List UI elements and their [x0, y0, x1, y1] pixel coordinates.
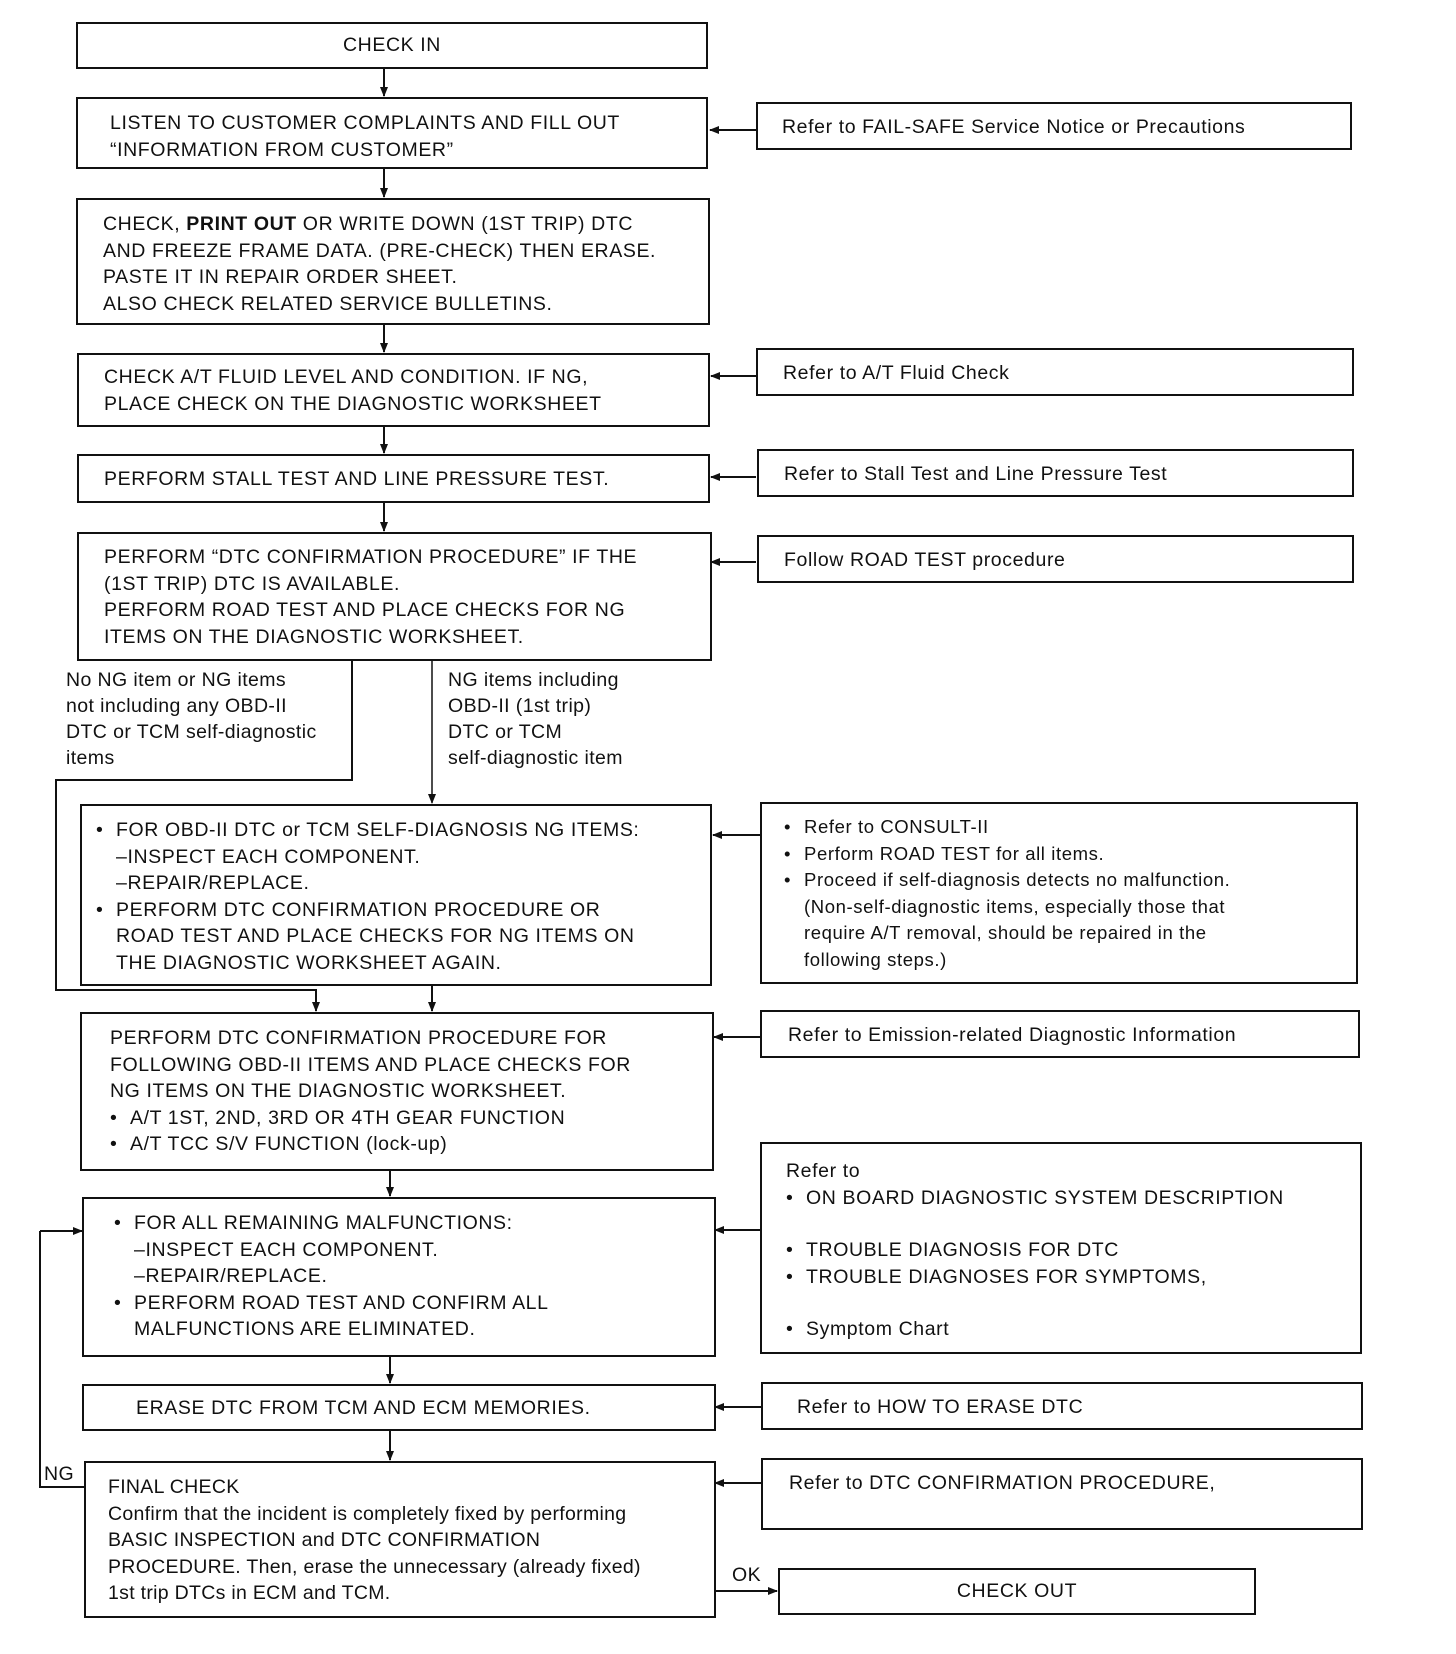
diagnostics-ref-head: Refer to [786, 1160, 861, 1182]
dtc-confirm-line-4: ITEMS ON THE DIAGNOSTIC WORKSHEET. [104, 625, 524, 648]
check-in-label: CHECK IN [343, 34, 441, 57]
final-check-title: FINAL CHECK [108, 1476, 240, 1498]
emission-reference-text: Refer to Emission-related Diagnostic Information [788, 1024, 1237, 1046]
final-check-line-3: PROCEDURE. Then, erase the unnecessary (already fixed) [108, 1555, 641, 1578]
final-check-line-1: Confirm that the incident is completely fixed by performing [108, 1502, 627, 1525]
failsafe-reference-box [756, 102, 1352, 150]
fluid-reference-text: Refer to A/T Fluid Check [783, 362, 1010, 384]
stall-test-box [77, 454, 710, 503]
failsafe-reference-text: Refer to FAIL-SAFE Service Notice or Precautions [782, 116, 1246, 138]
listen-complaints-box [76, 97, 708, 169]
remaining-malfunctions-box [82, 1197, 716, 1357]
print-out-bold: PRINT OUT [186, 213, 297, 235]
obd-ng-items-box [80, 804, 712, 986]
remaining-sub-1: –INSPECT EACH COMPONENT. [134, 1238, 439, 1261]
branch-left-line-4: items [66, 747, 115, 769]
dtc-confirmation-box [77, 532, 712, 661]
fluid-reference-box [756, 348, 1354, 396]
print-out-line-2: AND FREEZE FRAME DATA. (PRE-CHECK) THEN ERASE. [103, 239, 657, 262]
print-out-dtc-box [76, 198, 710, 325]
dtc-following-line-1: PERFORM DTC CONFIRMATION PROCEDURE FOR [110, 1027, 607, 1049]
check-in-box [76, 22, 708, 69]
dtc-following-line-3: NG ITEMS ON THE DIAGNOSTIC WORKSHEET. [110, 1080, 567, 1102]
diagnostics-ref-spacer-1 [786, 1211, 1360, 1237]
print-out-line-3: PASTE IT IN REPAIR ORDER SHEET. [103, 266, 458, 288]
final-check-line-2: BASIC INSPECTION and DTC CONFIRMATION [108, 1529, 541, 1551]
erase-reference-box [761, 1382, 1363, 1430]
consult-bullet-3-line-3: require A/T removal, should be repaired in the [804, 922, 1207, 943]
road-test-reference-text: Follow ROAD TEST procedure [784, 549, 1066, 571]
branch-right-line-2: OBD-II (1st trip) [448, 695, 592, 717]
branch-label-ng-items [448, 667, 623, 771]
dtc-confirm-line-1: PERFORM “DTC CONFIRMATION PROCEDURE” IF THE [104, 546, 638, 568]
final-reference-box [761, 1458, 1363, 1530]
dtc-following-bullet-1: • A/T 1ST, 2ND, 3RD OR 4TH GEAR FUNCTION [110, 1105, 712, 1132]
print-out-line-1-post: OR WRITE DOWN (1ST TRIP) DTC [296, 213, 634, 235]
diagnostics-ref-bullet-2: • TROUBLE DIAGNOSIS FOR DTC [786, 1237, 1360, 1264]
diagnostics-ref-bullet-3: • TROUBLE DIAGNOSES FOR SYMPTOMS, [786, 1264, 1360, 1291]
obd-bullet-2-line-3: THE DIAGNOSTIC WORKSHEET AGAIN. [116, 951, 502, 974]
remaining-sub-2: –REPAIR/REPLACE. [134, 1265, 328, 1287]
branch-left-line-2: not including any OBD-II [66, 695, 287, 717]
stall-reference-text: Refer to Stall Test and Line Pressure Test [784, 463, 1168, 485]
stall-reference-box [757, 449, 1354, 497]
erase-reference-text: Refer to HOW TO ERASE DTC [797, 1396, 1084, 1418]
branch-label-no-ng [66, 667, 317, 771]
diagnostics-ref-spacer-2 [786, 1290, 1360, 1316]
stall-test-text: PERFORM STALL TEST AND LINE PRESSURE TEST. [104, 468, 610, 490]
branch-right-line-1: NG items including [448, 669, 619, 691]
consult-bullet-1: • Refer to CONSULT-II [784, 814, 1356, 841]
listen-line-1: LISTEN TO CUSTOMER COMPLAINTS AND FILL OUT [110, 112, 620, 134]
erase-dtc-box [82, 1384, 716, 1431]
print-out-line-4: ALSO CHECK RELATED SERVICE BULLETINS. [103, 292, 553, 315]
branch-left-line-1: No NG item or NG items [66, 669, 287, 691]
obd-sub-1: –INSPECT EACH COMPONENT. [116, 845, 421, 868]
fluid-line-2: PLACE CHECK ON THE DIAGNOSTIC WORKSHEET [104, 392, 602, 415]
remaining-bullet-1: • FOR ALL REMAINING MALFUNCTIONS: [114, 1210, 714, 1237]
consult-bullet-3-line-2: (Non-self-diagnostic items, especially those that [804, 895, 1226, 917]
consult-bullet-2: • Perform ROAD TEST for all items. [784, 841, 1356, 868]
dtc-confirm-line-2: (1ST TRIP) DTC IS AVAILABLE. [104, 572, 401, 595]
obd-bullet-1: • FOR OBD-II DTC or TCM SELF-DIAGNOSIS NG ITEMS: [96, 817, 710, 844]
fluid-check-box [77, 353, 710, 427]
branch-right-line-3: DTC or TCM [448, 721, 563, 743]
dtc-following-line-2: FOLLOWING OBD-II ITEMS AND PLACE CHECKS FOR [110, 1053, 631, 1076]
final-check-line-4: 1st trip DTCs in ECM and TCM. [108, 1582, 391, 1604]
obd-bullet-2: • PERFORM DTC CONFIRMATION PROCEDURE OR [96, 897, 710, 924]
branch-right-line-4: self-diagnostic item [448, 747, 623, 769]
fluid-line-1: CHECK A/T FLUID LEVEL AND CONDITION. IF NG, [104, 366, 589, 388]
road-test-reference-box [757, 535, 1354, 583]
consult-bullet-3: • Proceed if self-diagnosis detects no malfunction. [784, 867, 1356, 894]
final-reference-text: Refer to DTC CONFIRMATION PROCEDURE, [789, 1472, 1216, 1494]
print-out-line-1-pre: CHECK, [103, 213, 187, 235]
dtc-following-bullet-2: • A/T TCC S/V FUNCTION (lock-up) [110, 1131, 712, 1158]
diagnostics-reference-box [760, 1142, 1362, 1354]
emission-reference-box [760, 1010, 1360, 1058]
check-out-box [778, 1568, 1256, 1615]
listen-line-2: “INFORMATION FROM CUSTOMER” [110, 138, 454, 161]
remaining-bullet-2: • PERFORM ROAD TEST AND CONFIRM ALL [114, 1290, 714, 1317]
consult-reference-box [760, 802, 1358, 984]
diagnostics-ref-bullet-4: • Symptom Chart [786, 1316, 1360, 1343]
erase-dtc-text: ERASE DTC FROM TCM AND ECM MEMORIES. [136, 1397, 591, 1419]
check-out-label: CHECK OUT [956, 1580, 1078, 1603]
ok-label: OK [732, 1564, 761, 1586]
obd-sub-2: –REPAIR/REPLACE. [116, 872, 310, 894]
final-check-box [84, 1461, 716, 1618]
branch-left-line-3: DTC or TCM self-diagnostic [66, 721, 317, 743]
dtc-following-items-box [80, 1012, 714, 1171]
consult-bullet-3-line-4: following steps.) [804, 948, 947, 970]
remaining-bullet-2-line-2: MALFUNCTIONS ARE ELIMINATED. [134, 1318, 476, 1340]
print-out-line-1 [103, 211, 708, 238]
dtc-confirm-line-3: PERFORM ROAD TEST AND PLACE CHECKS FOR NG [104, 599, 626, 621]
obd-bullet-2-line-2: ROAD TEST AND PLACE CHECKS FOR NG ITEMS ON [116, 925, 635, 947]
ng-loop-label: NG [44, 1463, 75, 1485]
diagnostics-ref-bullet-1: • ON BOARD DIAGNOSTIC SYSTEM DESCRIPTION [786, 1185, 1360, 1212]
